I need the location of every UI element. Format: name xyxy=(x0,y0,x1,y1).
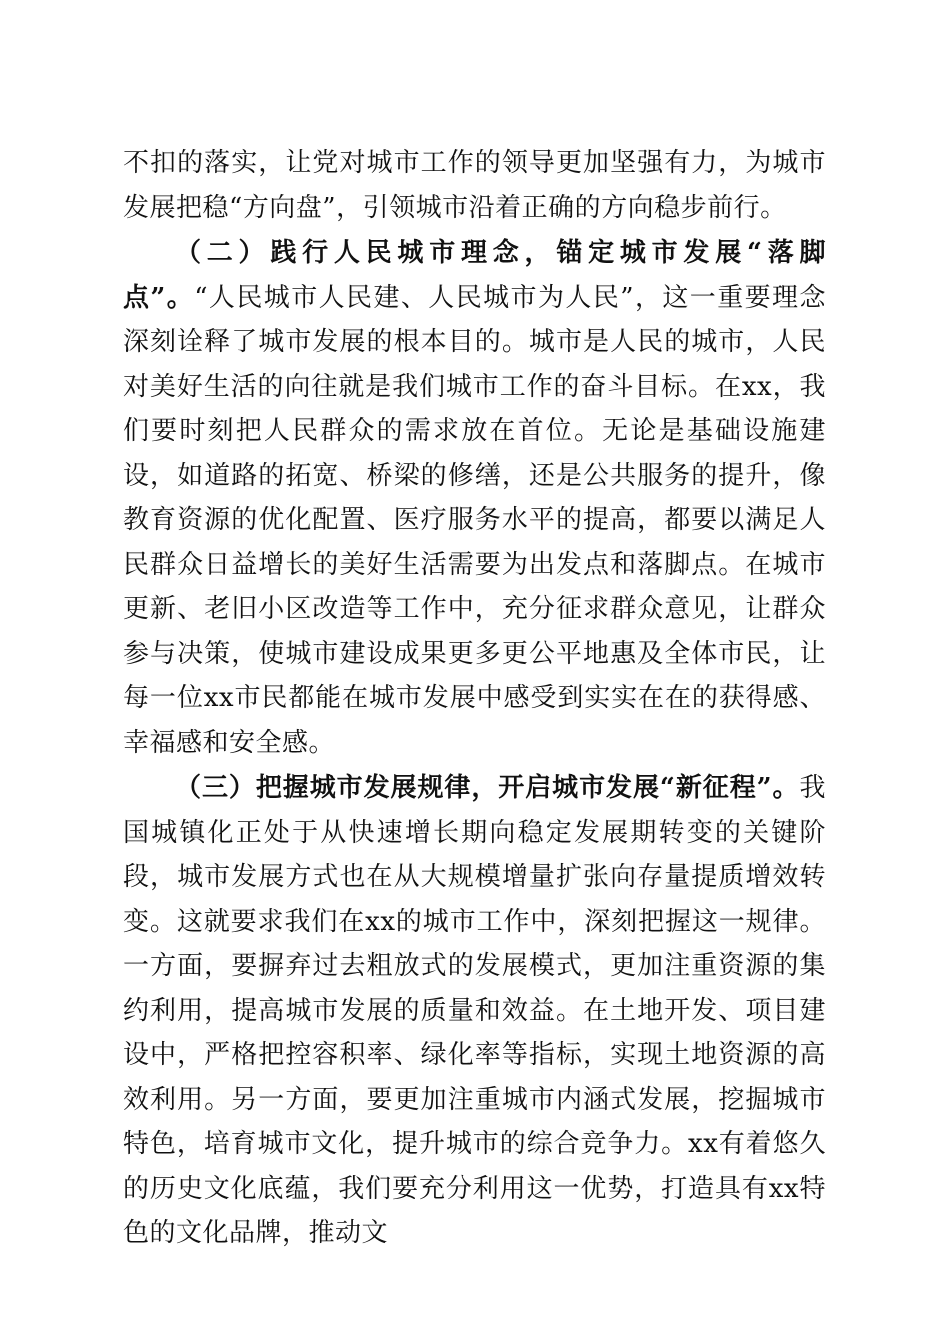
section-heading-2: （二）践行人民城市理念，锚定城市发展“落脚点”。 xyxy=(123,238,826,313)
paragraph-text: 我国城镇化正处于从快速增长期向稳定发展期转变的关键阶段，城市发展方式也在从大规模增量扩张向存量提质增效转变。这就要求我们在xx的城市工作中，深刻把握这一规律。一方面，要摒弃过去粗放式的发展模式，更加注重资源的集约利用，提高城市发展的质量和效益。在土地开发、项目建设中，严格把控容积率、绿化率等指标，实现土地资源的高效利用。另一方面，要更加注重城市内涵式发展，挖掘城市特色，培育城市文化，提升城市的综合竞争力。xx有着悠久的历史文化底蕴，我们要充分利用这一优势，打造具有xx特色的文化品牌，推动文 xyxy=(123,773,826,1248)
paragraph-text: “人民城市人民建、人民城市为人民”，这一重要理念深刻诠释了城市发展的根本目的。城市是人民的城市，人民对美好生活的向往就是我们城市工作的奋斗目标。在xx，我们要时刻把人民群众的需求放在首位。无论是基础设施建设，如道路的拓宽、桥梁的修缮，还是公共服务的提升，像教育资源的优化配置、医疗服务水平的提高，都要以满足人民群众日益增长的美好生活需要为出发点和落脚点。在城市更新、老旧小区改造等工作中，充分征求群众意见，让群众参与决策，使城市建设成果更多更公平地惠及全体市民，让每一位xx市民都能在城市发展中感受到实实在在的获得感、幸福感和安全感。 xyxy=(123,282,826,758)
section-heading-3: （三）把握城市发展规律，开启城市发展“新征程”。 xyxy=(175,773,800,803)
document-body xyxy=(123,141,826,1256)
paragraph-continuation xyxy=(123,141,826,230)
paragraph-section-3 xyxy=(123,766,826,1256)
paragraph-section-2 xyxy=(123,231,826,765)
paragraph-text: 不扣的落实，让党对城市工作的领导更加坚强有力，为城市发展把稳“方向盘”，引领城市沿着正确的方向稳步前行。 xyxy=(123,148,826,223)
